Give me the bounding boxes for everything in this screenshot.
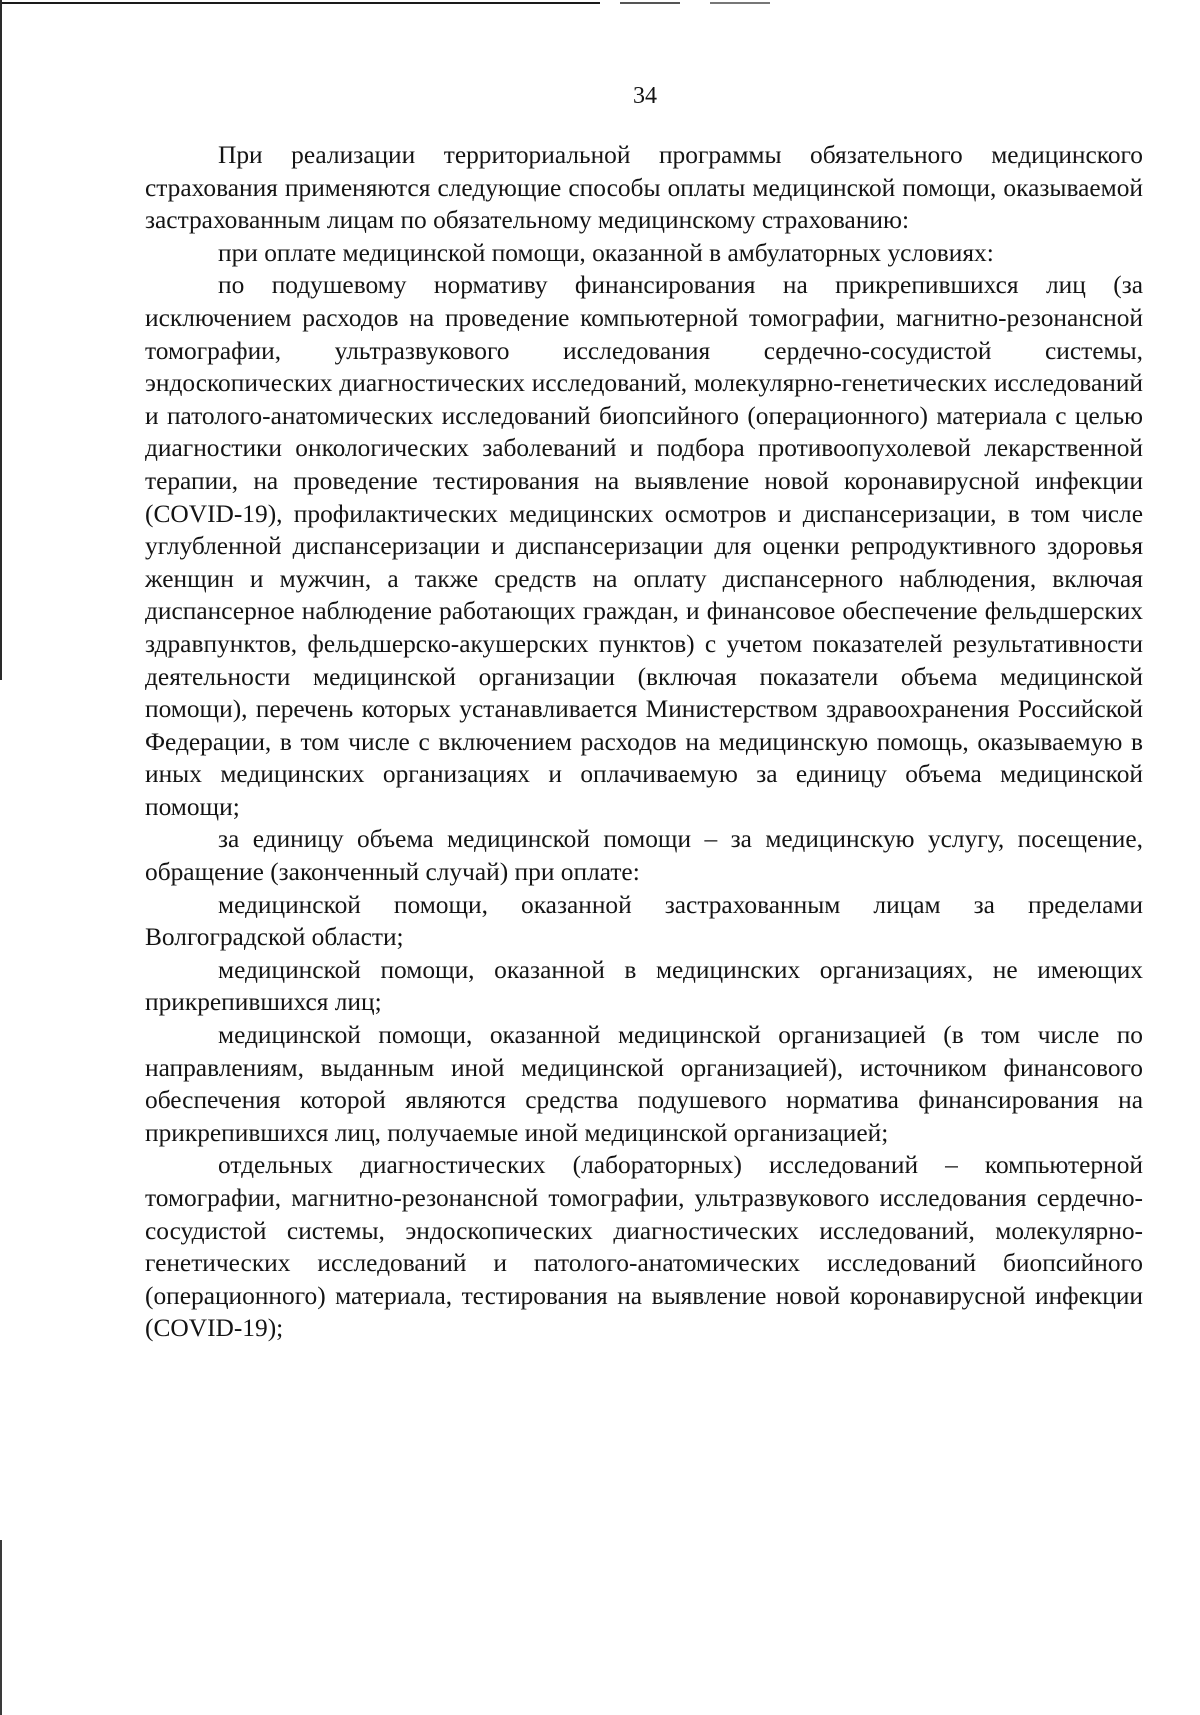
paragraph-per-capita-standard: по подушевому нормативу финансирования на прикрепившихся лиц (за исключением расходов на проведение компьютерной томографии, магнитно-резонансной томографии, ультразвукового исследования сердечно-сосудистой системы, эндоскопических диагностических исследований, молекулярно-генетических исследований и патолого-анатомических исследований биопсийного (операционного) материала с целью диагностики онкологических заболеваний и подбора противоопухолевой лекарственной терапии, на проведение тестирования на выявление новой коронавирусной инфекции (COVID-19), профилактических медицинских осмотров и диспансеризации, в том числе углубленной диспансеризации и диспансеризации для оценки репродуктивного здоровья женщин и мужчин, а также средств на оплату диспансерного наблюдения, включая диспансерное наблюдение работающих граждан, и финансовое обеспечение фельдшерских здравпунктов, фельдшерско-акушерских пунктов) с учетом показателей результативности деятельности медицинской организации (включая показатели объема медицинской помощи), перечень которых устанавливается Министерством здравоохранения Российской Федерации, в том числе с включением расходов на медицинскую помощь, оказываемую в иных медицинских организациях и оплачиваемую за единицу объема медицинской помощи;: [145, 271, 1143, 821]
scan-edge-left: [0, 1540, 2, 1715]
paragraph-outpatient-heading: при оплате медицинской помощи, оказанной в амбулаторных условиях:: [218, 238, 994, 267]
paragraph-payment-methods-intro: При реализации территориальной программы обязательного медицинского страхования применяются следующие способы оплаты медицинской помощи, оказываемой застрахованным лицам по обязательному медицинскому страхованию:: [145, 141, 1143, 235]
paragraph-outside-region: медицинской помощи, оказанной застрахованным лицам за пределами Волгоградской области;: [145, 890, 1143, 952]
document-body: [145, 139, 1143, 1345]
scan-edge-top-mark: [620, 2, 680, 4]
paragraph-diagnostic-studies: отдельных диагностических (лабораторных) исследований – компьютерной томографии, магнитно-резонансной томографии, ультразвукового исследования сердечно-сосудистой системы, эндоскопических диагностических исследований, молекулярно-генетических исследований и патолого-анатомических исследований биопсийного (операционного) материала, тестирования на выявление новой коронавирусной инфекции (COVID-19);: [145, 1151, 1143, 1343]
paragraph-referral-other-organization: медицинской помощи, оказанной медицинской организацией (в том числе по направлениям, выданным иной медицинской организацией), источником финансового обеспечения которой являются средства подушевого норматива финансирования на прикрепившихся лиц, получаемые иной медицинской организацией;: [145, 1021, 1143, 1147]
scan-edge-top-mark: [710, 2, 770, 4]
page-number: 34: [633, 83, 657, 109]
paragraph-no-attached-persons: медицинской помощи, оказанной в медицинских организациях, не имеющих прикрепившихся лиц;: [145, 955, 1143, 1017]
scan-edge-top: [0, 2, 600, 4]
paragraph-unit-of-volume: за единицу объема медицинской помощи – за медицинскую услугу, посещение, обращение (законченный случай) при оплате:: [145, 825, 1143, 887]
